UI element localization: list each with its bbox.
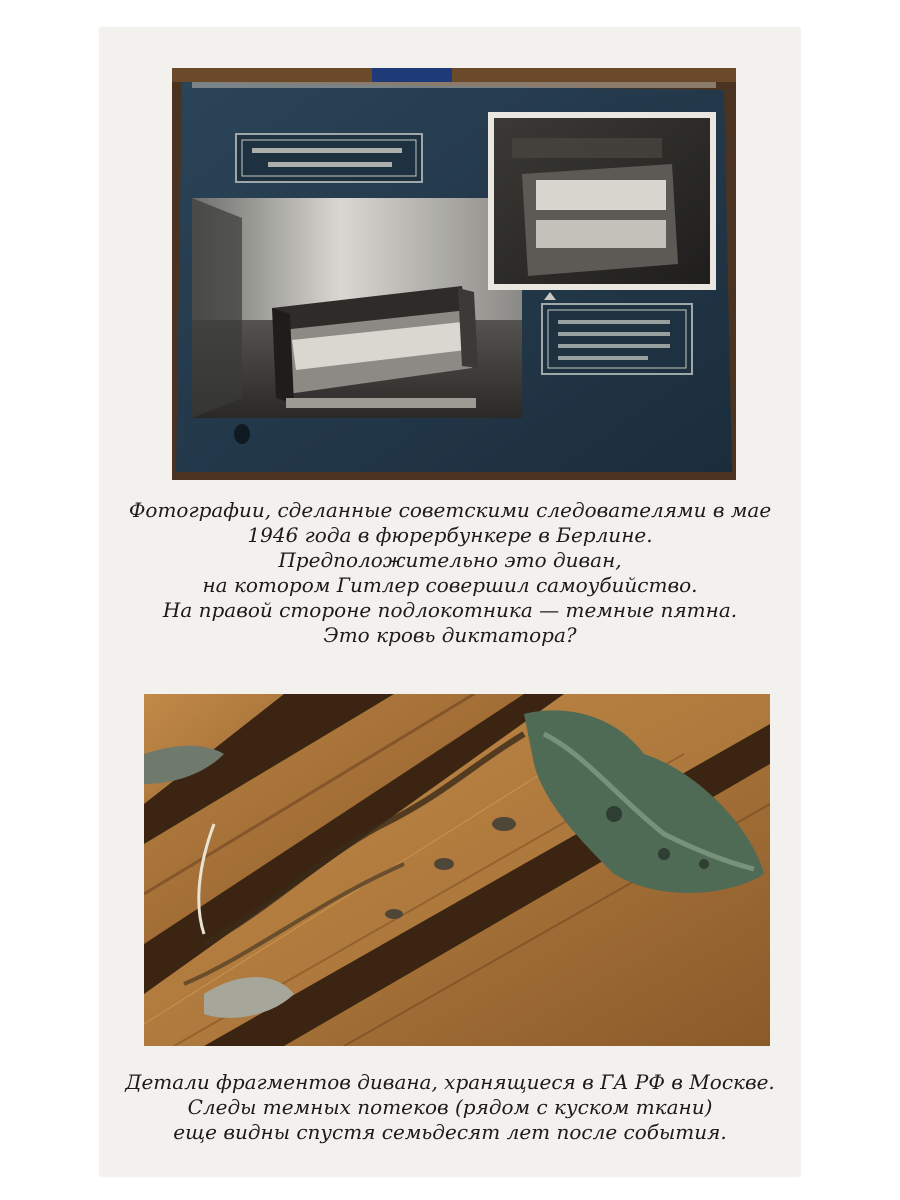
caption-line: Детали фрагментов дивана, хранящиеся в ГА РФ в Москве. xyxy=(125,1070,775,1094)
archive-board-photo xyxy=(172,68,736,480)
sofa-fragments-photo xyxy=(144,694,770,1046)
caption-line: Это кровь диктатора? xyxy=(323,623,577,647)
caption-line: На правой стороне подлокотника — темные пятна. xyxy=(162,598,738,622)
caption-line: Предположительно это диван, xyxy=(278,548,622,572)
caption-archive-photos xyxy=(120,498,780,648)
caption-sofa-fragments xyxy=(120,1070,780,1145)
caption-line: 1946 года в фюрербункере в Берлине. xyxy=(247,523,653,547)
caption-line: на котором Гитлер совершил самоубийство. xyxy=(202,573,698,597)
book-page xyxy=(100,28,800,1176)
caption-line: Фотографии, сделанные советскими следователями в мае xyxy=(128,498,772,522)
caption-line: Следы темных потеков (рядом с куском ткани) xyxy=(187,1095,713,1119)
caption-line: еще видны спустя семьдесят лет после события. xyxy=(173,1120,727,1144)
